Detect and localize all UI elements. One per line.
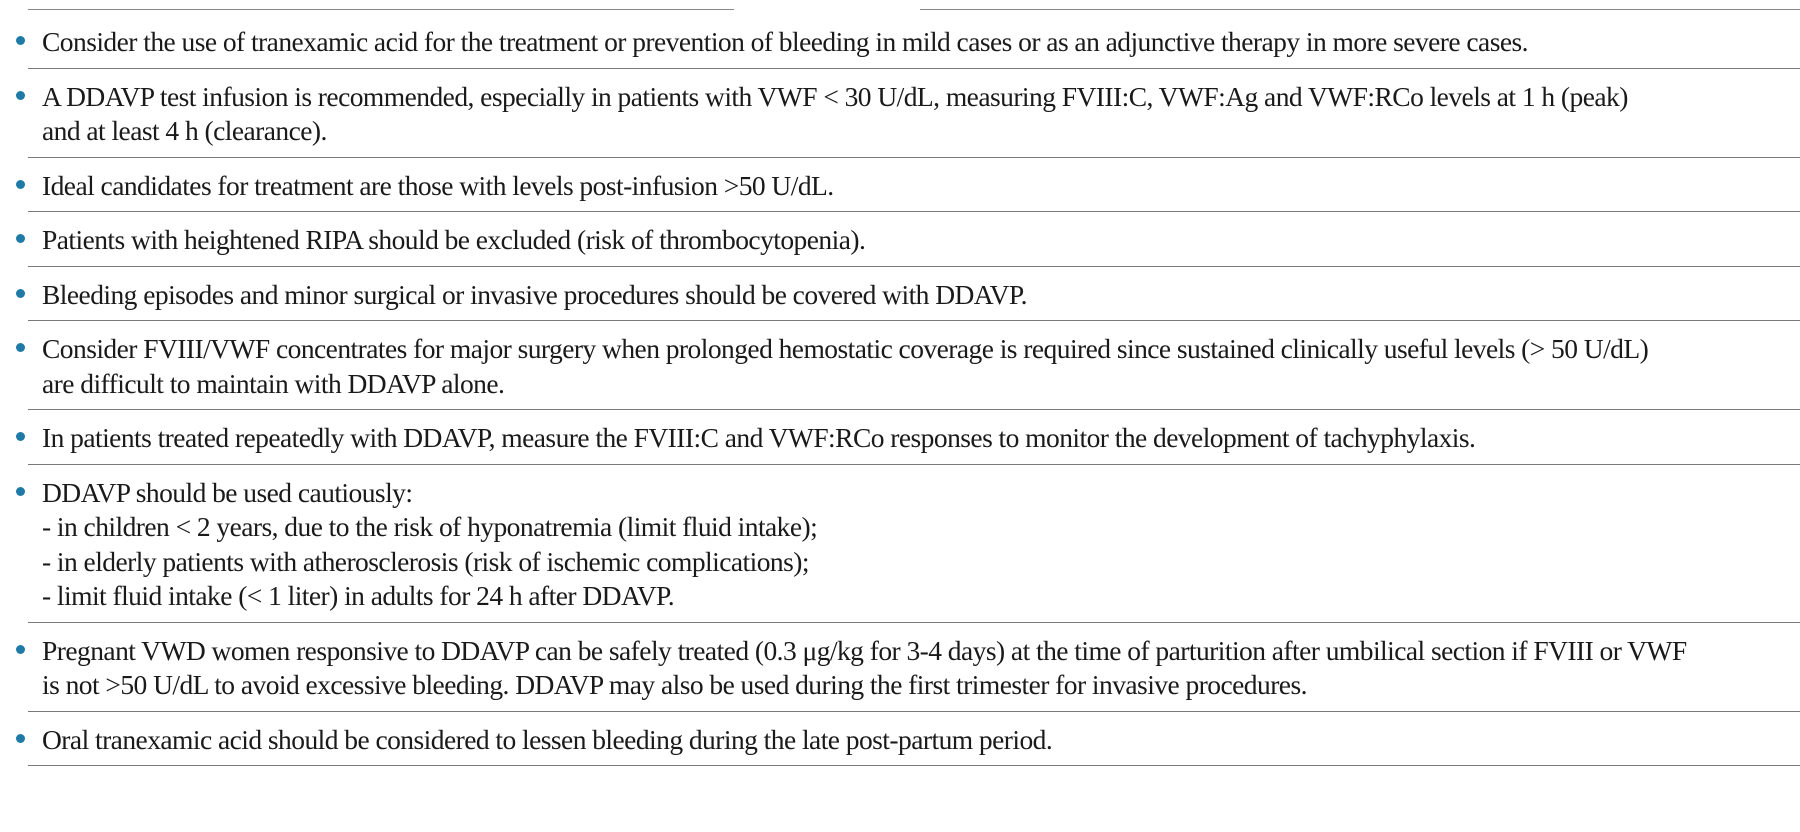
list-item (28, 14, 1800, 69)
item-text (42, 223, 1800, 258)
item-line: - in elderly patients with atherosclerosis (risk of ischemic complications); (42, 545, 809, 577)
item-line: Oral tranexamic acid should be considered to lessen bleeding during the late post-partum period. (42, 723, 1053, 755)
recommendation-list (0, 14, 1800, 766)
item-line: - in children < 2 years, due to the risk of hyponatremia (limit fluid intake); (42, 511, 818, 542)
item-line: In patients treated repeatedly with DDAVP, measure the FVIII:C and VWF:RCo responses to monitor the development of tachyphylaxis. (42, 422, 1476, 453)
item-line: - limit fluid intake (< 1 liter) in adults for 24 h after DDAVP. (42, 580, 675, 611)
item-line: and at least 4 h (clearance). (42, 115, 327, 146)
item-line: Consider the use of tranexamic acid for the treatment or prevention of bleeding in mild cases or as an adjunctive therapy in more severe cases. (42, 26, 1528, 57)
bullet-dot-icon (16, 289, 25, 298)
top-rules (0, 9, 1800, 11)
bullet-dot-icon (16, 432, 25, 441)
list-item (28, 623, 1800, 712)
item-text (42, 169, 1800, 204)
bullet-dot-icon (16, 645, 25, 654)
top-rule-left (28, 9, 734, 10)
item-text (42, 421, 1800, 456)
item-line: A DDAVP test infusion is recommended, especially in patients with VWF < 30 U/dL, measuring FVIII:C, VWF:Ag and VWF:RCo levels at 1 h (peak) (42, 80, 1628, 112)
list-item (28, 212, 1800, 267)
item-line: Consider FVIII/VWF concentrates for major surgery when prolonged hemostatic coverage is required since sustained clinically useful levels (> 50 U/dL) (42, 333, 1649, 364)
bullet-dot-icon (16, 234, 25, 243)
bullet-dot-icon (16, 734, 25, 743)
item-text (42, 278, 1800, 313)
list-item (28, 465, 1800, 623)
bullet-dot-icon (16, 487, 25, 496)
list-item (28, 69, 1800, 158)
item-line: Bleeding episodes and minor surgical or invasive procedures should be covered with DDAVP. (42, 278, 1027, 310)
list-item (28, 712, 1800, 767)
list-item (28, 267, 1800, 322)
item-text (42, 476, 1800, 614)
item-text (42, 723, 1800, 758)
item-text (42, 634, 1800, 703)
bullet-dot-icon (16, 91, 25, 100)
item-text (42, 80, 1800, 149)
item-line: are difficult to maintain with DDAVP alone. (42, 367, 505, 399)
list-item (28, 410, 1800, 465)
item-line: Ideal candidates for treatment are those with levels post-infusion >50 U/dL. (42, 169, 834, 201)
item-line: Patients with heightened RIPA should be excluded (risk of thrombocytopenia). (42, 224, 866, 255)
item-line: is not >50 U/dL to avoid excessive bleeding. DDAVP may also be used during the first trimester for invasive procedures. (42, 669, 1307, 700)
bullet-dot-icon (16, 343, 25, 352)
item-text (42, 332, 1800, 401)
item-line: Pregnant VWD women responsive to DDAVP can be safely treated (0.3 μg/kg for 3-4 days) at the time of parturition after umbilical section if FVIII or VWF (42, 634, 1687, 666)
list-item (28, 158, 1800, 213)
item-text (42, 25, 1800, 60)
list-item (28, 321, 1800, 410)
bullet-dot-icon (16, 180, 25, 189)
top-rule-right (920, 9, 1800, 10)
item-line: DDAVP should be used cautiously: (42, 476, 413, 508)
bullet-dot-icon (16, 36, 25, 45)
